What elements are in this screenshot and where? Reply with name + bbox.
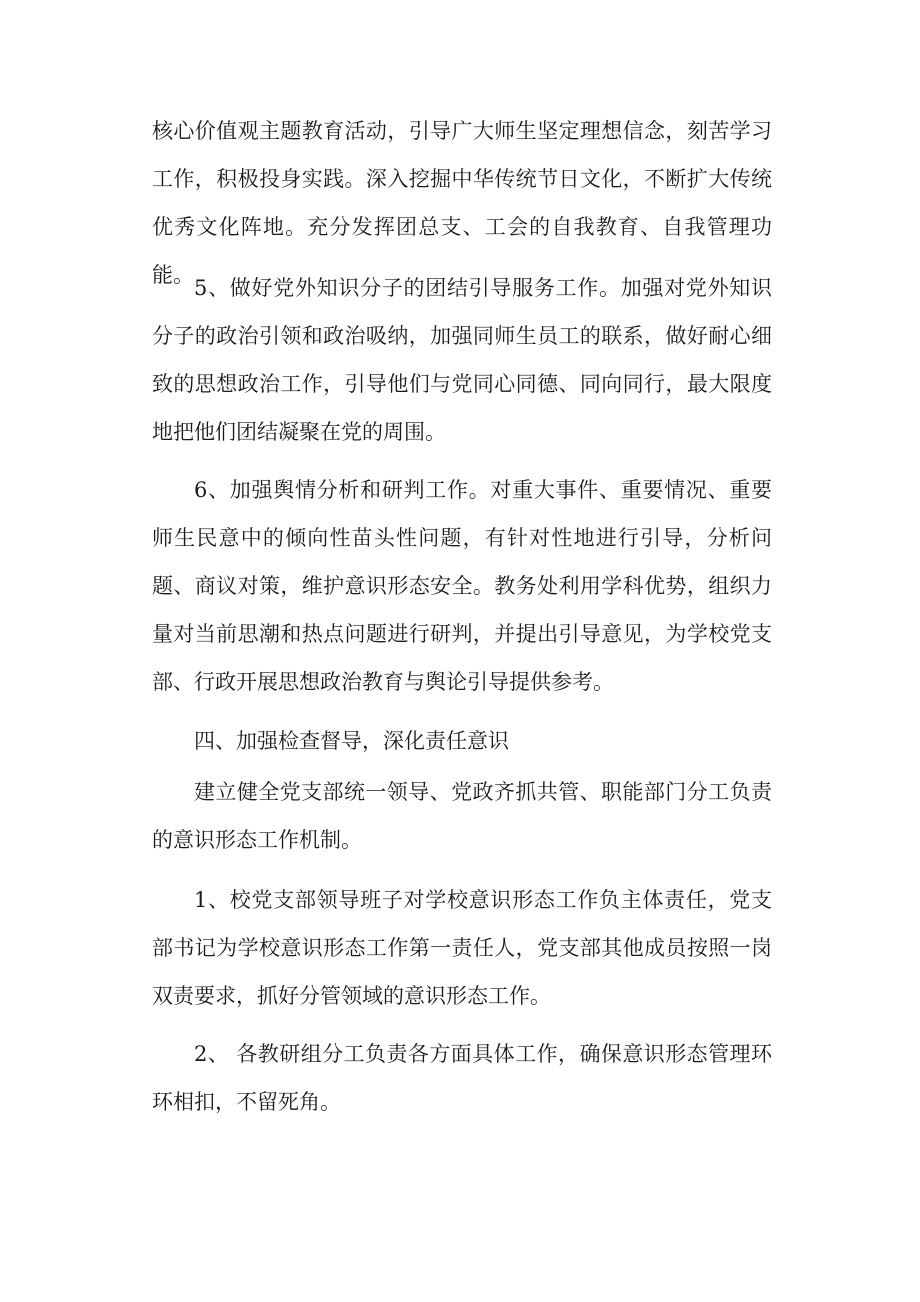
paragraph-item-1 <box>152 876 772 1020</box>
section-heading-text: 四、加强检查督导，深化责任意识 <box>194 729 509 753</box>
paragraph-text: 建立健全党支部统一领导、党政齐抓共管、职能部门分工负责的意识形态工作机制。 <box>152 780 772 852</box>
paragraph-item-2 <box>152 1030 772 1126</box>
section-heading-4 <box>152 717 772 765</box>
paragraph-text: 1、校党支部领导班子对学校意识形态工作负主体责任，党支部书记为学校意识形态工作第一责任人，党支部其他成员按照一岗双责要求，抓好分管领域的意识形态工作。 <box>152 888 772 1008</box>
paragraph-item-6 <box>152 466 772 706</box>
paragraph-text: 核心价值观主题教育活动，引导广大师生坚定理想信念，刻苦学习工作，积极投身实践。深入挖掘中华传统节日文化，不断扩大传统优秀文化阵地。充分发挥团总支、工会的自我教育、自我管理功能。 <box>152 119 772 287</box>
paragraph-mechanism <box>152 768 772 864</box>
paragraph-text: 5、做好党外知识分子的团结引导服务工作。加强对党外知识分子的政治引领和政治吸纳，加强同师生员工的联系，做好耐心细致的思想政治工作，引导他们与党同心同德、同向同行，最大限度地把他们团结凝聚在党的周围。 <box>152 276 772 444</box>
paragraph-text: 2、 各教研组分工负责各方面具体工作，确保意识形态管理环环相扣，不留死角。 <box>152 1042 772 1114</box>
paragraph-item-5 <box>152 264 772 456</box>
paragraph-text: 6、加强舆情分析和研判工作。对重大事件、重要情况、重要师生民意中的倾向性苗头性问题，有针对性地进行引导，分析问题、商议对策，维护意识形态安全。教务处利用学科优势，组织力量对当前思潮和热点问题进行研判，并提出引导意见，为学校党支部、行政开展思想政治教育与舆论引导提供参考。 <box>152 478 772 694</box>
